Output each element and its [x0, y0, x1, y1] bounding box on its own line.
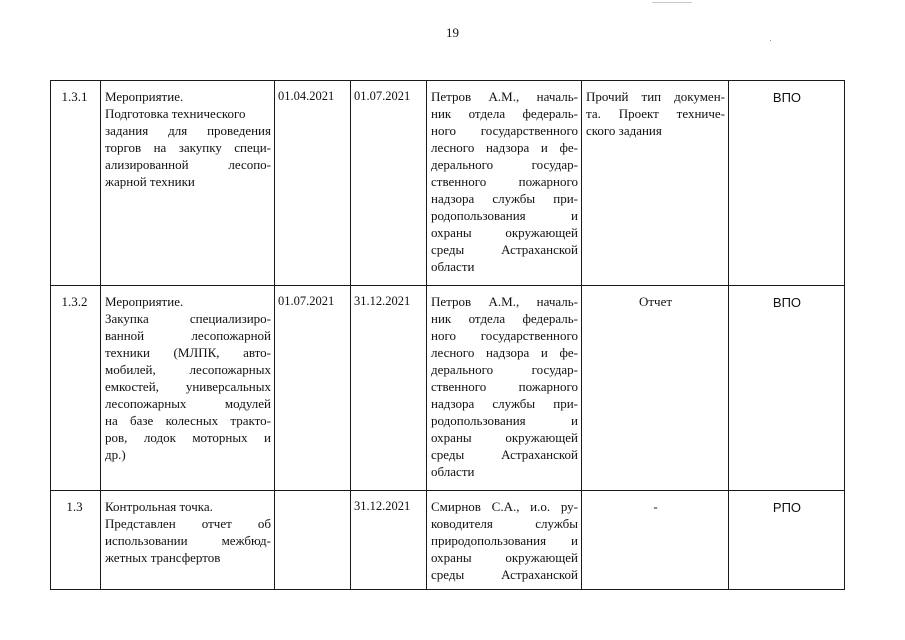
- responsible-line: охраны окружающей: [431, 225, 578, 240]
- responsible-line: области: [431, 259, 475, 274]
- responsible-cell: [427, 286, 582, 491]
- responsible-line: дерального государ-: [431, 362, 578, 377]
- measure-description-cell: [101, 81, 275, 286]
- responsible-line: среды Астраханской: [431, 567, 578, 582]
- responsible-line: ник отдела федераль-: [431, 311, 578, 326]
- responsible-line: Петров А.М., началь-: [431, 89, 578, 104]
- responsible-line: ководителя службы: [431, 516, 578, 531]
- result-line: та. Проект техниче-: [586, 106, 725, 121]
- description-line: др.): [105, 447, 126, 462]
- description-line: Мероприятие.: [105, 294, 184, 309]
- responsible-cell: [427, 491, 582, 590]
- row-number: 1.3: [51, 491, 101, 590]
- responsible-line: Смирнов С.А., и.о. ру-: [431, 499, 578, 514]
- scan-speck: [770, 40, 771, 41]
- description-line: жарной техники: [105, 174, 195, 189]
- description-line: ализированной лесопо-: [105, 157, 271, 172]
- row-number: 1.3.2: [51, 286, 101, 491]
- result-line: Прочий тип докумен-: [586, 89, 725, 104]
- description-line: Мероприятие.: [105, 89, 184, 104]
- description-line: ванной лесопожарной: [105, 328, 271, 343]
- description-line: жетных трансфертов: [105, 550, 221, 565]
- responsible-line: лесного надзора и фе-: [431, 140, 578, 155]
- page-number: 19: [446, 25, 459, 40]
- description-line: лесопожарных модулей: [105, 396, 271, 411]
- table-row: [51, 491, 845, 590]
- responsible-line: надзора службы при-: [431, 191, 578, 206]
- responsible-line: области: [431, 464, 475, 479]
- description-line: Подготовка технического: [105, 106, 246, 121]
- result-line: ского задания: [586, 123, 662, 138]
- table-row: [51, 81, 845, 286]
- description-line: Представлен отчет об: [105, 516, 271, 531]
- description-line: Контрольная точка.: [105, 499, 213, 514]
- responsible-line: охраны окружающей: [431, 430, 578, 445]
- end-date: 31.12.2021: [351, 286, 427, 491]
- row-number: 1.3.1: [51, 81, 101, 286]
- description-line: использовании межбюд-: [105, 533, 271, 548]
- result-cell: [582, 81, 729, 286]
- responsible-line: Петров А.М., началь-: [431, 294, 578, 309]
- description-line: Закупка специализиро-: [105, 311, 271, 326]
- responsible-cell: [427, 81, 582, 286]
- level-code: РПО: [729, 491, 845, 590]
- responsible-line: охраны окружающей: [431, 550, 578, 565]
- responsible-line: лесного надзора и фе-: [431, 345, 578, 360]
- responsible-line: среды Астраханской: [431, 447, 578, 462]
- responsible-line: родопользования и: [431, 413, 578, 428]
- scan-speck: [652, 2, 692, 3]
- description-line: мобилей, лесопожарных: [105, 362, 271, 377]
- responsible-line: среды Астраханской: [431, 242, 578, 257]
- description-line: задания для проведения: [105, 123, 271, 138]
- description-line: ров, лодок моторных и: [105, 430, 271, 445]
- responsible-line: надзора службы при-: [431, 396, 578, 411]
- start-date: 01.07.2021: [275, 286, 351, 491]
- table-row: [51, 286, 845, 491]
- description-line: техники (МЛПК, авто-: [105, 345, 271, 360]
- responsible-line: ственного пожарного: [431, 174, 578, 189]
- start-date: [275, 491, 351, 590]
- end-date: 31.12.2021: [351, 491, 427, 590]
- result-cell: [582, 286, 729, 491]
- measure-description-cell: [101, 491, 275, 590]
- result-line: -: [653, 499, 658, 514]
- level-code: ВПО: [729, 81, 845, 286]
- responsible-line: ственного пожарного: [431, 379, 578, 394]
- end-date: 01.07.2021: [351, 81, 427, 286]
- level-code: ВПО: [729, 286, 845, 491]
- responsible-line: природопользования и: [431, 533, 578, 548]
- responsible-line: дерального государ-: [431, 157, 578, 172]
- description-line: на базе колесных тракто-: [105, 413, 271, 428]
- start-date: 01.04.2021: [275, 81, 351, 286]
- description-line: торгов на закупку специ-: [105, 140, 271, 155]
- result-line: Отчет: [638, 294, 673, 309]
- measures-table: [50, 80, 845, 590]
- responsible-line: ного государственного: [431, 328, 578, 343]
- result-cell: [582, 491, 729, 590]
- description-line: емкостей, универсальных: [105, 379, 271, 394]
- measure-description-cell: [101, 286, 275, 491]
- responsible-line: ник отдела федераль-: [431, 106, 578, 121]
- responsible-line: ного государственного: [431, 123, 578, 138]
- responsible-line: родопользования и: [431, 208, 578, 223]
